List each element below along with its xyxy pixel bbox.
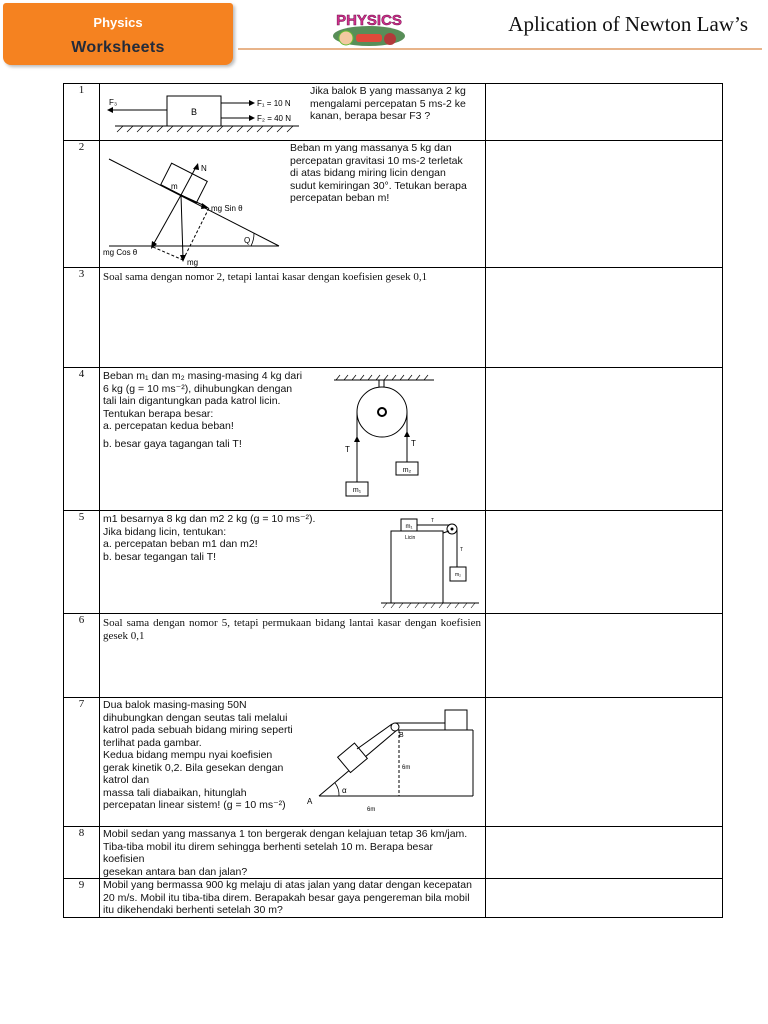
question-text: Mobil sedan yang massanya 1 ton bergerak dengan kelajuan tetap 36 km/jam. Tiba-tiba mobil itu direm sehingga berhenti setelah 10 m. Berapa besar koefisien [103,828,468,865]
answer-cell[interactable] [486,368,723,511]
question-cell [100,268,486,368]
svg-text:m₂: m₂ [402,467,412,474]
question-cell [100,879,486,918]
svg-text:mg Cos θ: mg Cos θ [103,248,138,257]
svg-text:m₁: m₁ [352,487,362,494]
question-text: a. percepatan beban m1 dan m2! [103,538,258,550]
block-label: B [190,107,198,117]
question-row [64,141,723,268]
question-text: Soal sama dengan nomor 5, tetapi permukaan bidang lantai kasar dengan koefisien gesek 0,1 [103,617,481,642]
question-text: a. percepatan kedua beban! [103,420,234,432]
answer-cell[interactable] [486,84,723,141]
question-text: Tentukan berapa besar: [103,407,214,420]
svg-text:PHYSICS: PHYSICS [336,12,402,29]
badge-subtitle: Physics [93,15,143,30]
question-text: gesekan antara ban dan jalan? [103,865,248,878]
double-incline-figure [295,704,485,822]
svg-text:T: T [460,547,464,553]
answer-cell[interactable] [486,698,723,827]
question-cell [100,614,486,698]
question-number: 3 [64,268,100,368]
svg-text:A: A [307,797,313,806]
page-title: Aplication of Newton Law’s [508,12,748,36]
svg-text:6m: 6m [367,807,376,813]
question-number: 2 [64,141,100,268]
svg-text:mg Sin θ: mg Sin θ [211,204,243,213]
answer-cell[interactable] [486,614,723,698]
question-row [64,368,723,511]
worksheet-table [63,83,723,918]
question-text: Mobil yang bermassa 900 kg melaju di atas jalan yang datar dengan kecepatan 20 m/s. Mobil itu tiba-tiba direm. Berapakah besar gaya pengereman bila mobil itu dikehendaki berhenti setelah 30 m? [103,879,472,916]
svg-text:6m: 6m [402,765,411,771]
question-cell [100,511,486,614]
question-cell [100,368,486,511]
question-text: Beban m yang massanya 5 kg dan percepatan gravitasi 10 ms-2 terletak di atas bidang miring licin dengan sudut kemiringan 30°. Tetukan berapa percepatan beban m! [290,142,467,204]
svg-text:mg: mg [187,258,199,267]
svg-text:m: m [171,182,178,191]
question-row [64,827,723,879]
answer-cell[interactable] [486,268,723,368]
question-text: Soal sama dengan nomor 2, tetapi lantai kasar dengan koefisien gesek 0,1 [103,271,428,283]
question-row [64,84,723,141]
question-row [64,698,723,827]
question-text: Jika bidang licin, tentukan: [103,525,227,538]
answer-cell[interactable] [486,511,723,614]
pulley-figure [320,374,440,508]
svg-text:m₁: m₁ [405,524,413,530]
question-text: m1 besarnya 8 kg dan m2 2 kg (g = 10 ms⁻²). [103,513,316,525]
svg-text:T: T [345,445,350,454]
question-number: 8 [64,827,100,879]
question-number: 6 [64,614,100,698]
header-divider [238,48,762,50]
question-row [64,614,723,698]
question-cell [100,698,486,827]
physics-logo [326,8,412,50]
force-f1-label: F₁ = 10 N [257,99,291,108]
svg-text:T: T [411,439,416,448]
question-text: Dua balok masing-masing 50N dihubungkan dengan seutas tali melalui katrol pada sebuah bidang miring seperti terlihat pada gambar. [103,699,293,749]
svg-text:m₂: m₂ [454,572,462,578]
question-number: 5 [64,511,100,614]
question-number: 4 [64,368,100,511]
answer-cell[interactable] [486,879,723,918]
question-cell [100,827,486,879]
question-cell [100,141,486,268]
answer-cell[interactable] [486,827,723,879]
svg-text:Licin: Licin [405,535,416,541]
question-row [64,268,723,368]
question-text: b. besar gaya tagangan tali T! [103,437,242,450]
badge-title: Worksheets [71,39,165,56]
question-row [64,511,723,614]
table-pulley-figure [375,515,485,611]
question-number: 1 [64,84,100,141]
force-f3-label: F₃ [109,98,118,107]
answer-cell[interactable] [486,141,723,268]
question-text: b. besar tegangan tali T! [103,550,217,563]
svg-text:N: N [201,164,207,173]
svg-text:B: B [399,732,404,739]
question-number: 7 [64,698,100,827]
forces-on-block-figure [101,92,306,140]
question-row [64,879,723,918]
worksheet-badge [3,3,233,65]
svg-text:Q: Q [244,236,251,245]
force-f2-label: F₂ = 40 N [257,114,292,123]
svg-text:T: T [431,518,435,524]
question-cell [100,84,486,141]
question-text: Kedua bidang mempu nyai koefisien gerak kinetik 0,2. Bila gesekan dengan katrol dan [103,749,284,786]
inclined-plane-figure [101,153,311,267]
question-number: 9 [64,879,100,918]
question-text: massa tali diabaikan, hitunglah percepatan linear sistem! (g = 10 ms⁻²) [103,786,286,811]
question-text: Jika balok B yang massanya 2 kg mengalami percepatan 5 ms-2 ke kanan, berapa besar F3 ? [310,85,466,122]
question-text: Beban m₁ dan m₂ masing-masing 4 kg dari 6 kg (g = 10 ms⁻²), dihubungkan dengan tali lain digantungkan pada katrol licin. [103,370,303,407]
svg-text:α: α [342,786,347,795]
